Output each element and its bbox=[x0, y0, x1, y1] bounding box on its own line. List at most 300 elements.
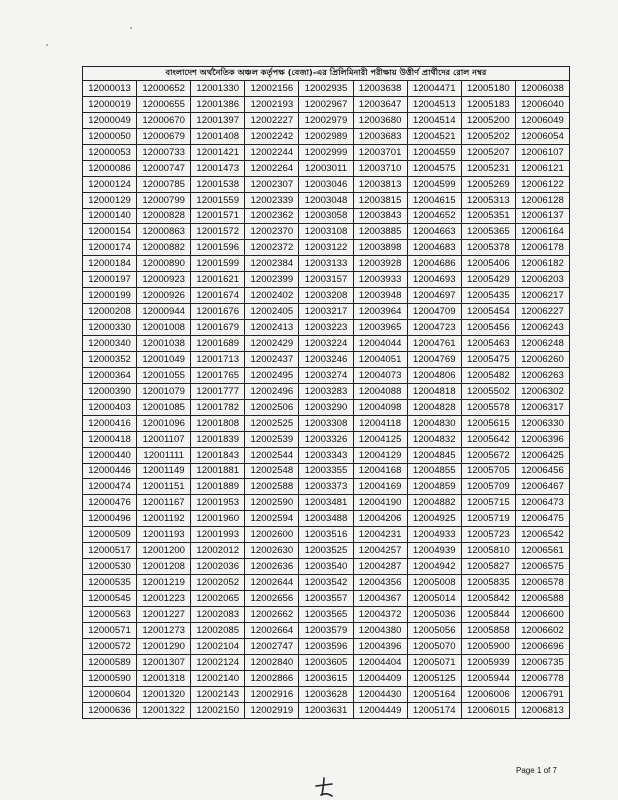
roll-number-cell: 12004828 bbox=[407, 399, 461, 415]
roll-number-cell: 12002548 bbox=[245, 463, 299, 479]
roll-number-cell: 12002429 bbox=[245, 336, 299, 352]
roll-number-cell: 12000174 bbox=[83, 240, 137, 256]
roll-number-cell: 12002967 bbox=[299, 96, 353, 112]
table-row bbox=[83, 256, 570, 272]
roll-number-cell: 12002496 bbox=[245, 383, 299, 399]
roll-number-cell: 12005939 bbox=[461, 654, 515, 670]
roll-number-cell: 12004723 bbox=[407, 320, 461, 336]
document-title: বাংলাদেশ অর্থনৈতিক অঞ্চল কর্তৃপক্ষ (বেজা)-এর প্রিলিমিনারী পরীক্ষায় উত্তীর্ণ প্রার্থীদের রোল নম্বর bbox=[83, 67, 570, 81]
roll-number-cell: 12004521 bbox=[407, 128, 461, 144]
roll-number-cell: 12001397 bbox=[191, 112, 245, 128]
roll-number-cell: 12004683 bbox=[407, 240, 461, 256]
roll-number-cell: 12000129 bbox=[83, 192, 137, 208]
roll-number-cell: 12004168 bbox=[353, 463, 407, 479]
roll-number-cell: 12002539 bbox=[245, 431, 299, 447]
roll-number-cell: 12001599 bbox=[191, 256, 245, 272]
roll-number-cell: 12005858 bbox=[461, 622, 515, 638]
roll-number-cell: 12001290 bbox=[137, 638, 191, 654]
roll-number-cell: 12001843 bbox=[191, 447, 245, 463]
roll-number-cell: 12002916 bbox=[245, 686, 299, 702]
roll-number-cell: 12006542 bbox=[515, 527, 569, 543]
roll-number-cell: 12002506 bbox=[245, 399, 299, 415]
roll-number-cell: 12002664 bbox=[245, 622, 299, 638]
roll-number-table bbox=[82, 66, 570, 719]
roll-number-cell: 12000197 bbox=[83, 272, 137, 288]
roll-number-cell: 12002636 bbox=[245, 559, 299, 575]
roll-number-cell: 12005810 bbox=[461, 543, 515, 559]
roll-number-cell: 12001881 bbox=[191, 463, 245, 479]
roll-number-cell: 12004051 bbox=[353, 351, 407, 367]
roll-number-cell: 12000476 bbox=[83, 495, 137, 511]
roll-number-cell: 12001320 bbox=[137, 686, 191, 702]
roll-number-cell: 12004471 bbox=[407, 81, 461, 97]
table-row bbox=[83, 606, 570, 622]
roll-number-cell: 12000535 bbox=[83, 575, 137, 591]
roll-number-cell: 12001008 bbox=[137, 320, 191, 336]
roll-number-cell: 12005844 bbox=[461, 606, 515, 622]
roll-number-cell: 12002747 bbox=[245, 638, 299, 654]
roll-number-cell: 12000572 bbox=[83, 638, 137, 654]
roll-number-cell: 12005365 bbox=[461, 224, 515, 240]
roll-number-cell: 12001777 bbox=[191, 383, 245, 399]
roll-number-cell: 12005070 bbox=[407, 638, 461, 654]
roll-number-cell: 12001096 bbox=[137, 415, 191, 431]
roll-number-cell: 12000418 bbox=[83, 431, 137, 447]
roll-number-cell: 12000124 bbox=[83, 176, 137, 192]
roll-number-cell: 12005709 bbox=[461, 479, 515, 495]
roll-number-cell: 12005835 bbox=[461, 575, 515, 591]
roll-number-cell: 12006227 bbox=[515, 304, 569, 320]
roll-number-cell: 12003638 bbox=[353, 81, 407, 97]
roll-number-cell: 12001571 bbox=[191, 208, 245, 224]
table-row bbox=[83, 367, 570, 383]
roll-number-cell: 12000184 bbox=[83, 256, 137, 272]
roll-number-cell: 12003283 bbox=[299, 383, 353, 399]
roll-number-cell: 12001307 bbox=[137, 654, 191, 670]
roll-number-cell: 12001149 bbox=[137, 463, 191, 479]
table-row bbox=[83, 575, 570, 591]
roll-number-cell: 12004380 bbox=[353, 622, 407, 638]
roll-number-cell: 12003631 bbox=[299, 702, 353, 718]
roll-number-cell: 12004855 bbox=[407, 463, 461, 479]
roll-number-cell: 12003647 bbox=[353, 96, 407, 112]
table-row bbox=[83, 527, 570, 543]
table-row bbox=[83, 479, 570, 495]
roll-number-cell: 12002935 bbox=[299, 81, 353, 97]
roll-number-cell: 12006467 bbox=[515, 479, 569, 495]
roll-number-cell: 12002083 bbox=[191, 606, 245, 622]
roll-number-cell: 12001679 bbox=[191, 320, 245, 336]
roll-number-cell: 12004118 bbox=[353, 415, 407, 431]
roll-number-cell: 12001621 bbox=[191, 272, 245, 288]
roll-number-cell: 12004231 bbox=[353, 527, 407, 543]
roll-number-cell: 12004409 bbox=[353, 670, 407, 686]
roll-number-cell: 12004372 bbox=[353, 606, 407, 622]
table-row bbox=[83, 702, 570, 718]
roll-number-cell: 12000670 bbox=[137, 112, 191, 128]
roll-number-cell: 12003308 bbox=[299, 415, 353, 431]
roll-table-body bbox=[83, 81, 570, 719]
roll-number-cell: 12000747 bbox=[137, 160, 191, 176]
roll-number-cell: 12005463 bbox=[461, 336, 515, 352]
roll-number-cell: 12005014 bbox=[407, 591, 461, 607]
roll-number-cell: 12004367 bbox=[353, 591, 407, 607]
table-row bbox=[83, 112, 570, 128]
roll-number-cell: 12005944 bbox=[461, 670, 515, 686]
roll-number-cell: 12002307 bbox=[245, 176, 299, 192]
table-row bbox=[83, 192, 570, 208]
roll-number-cell: 12006137 bbox=[515, 208, 569, 224]
roll-number-cell: 12003373 bbox=[299, 479, 353, 495]
roll-number-cell: 12004599 bbox=[407, 176, 461, 192]
roll-number-cell: 12001223 bbox=[137, 591, 191, 607]
roll-number-cell: 12005036 bbox=[407, 606, 461, 622]
roll-number-cell: 12002372 bbox=[245, 240, 299, 256]
roll-number-cell: 12001993 bbox=[191, 527, 245, 543]
roll-number-cell: 12000636 bbox=[83, 702, 137, 718]
roll-number-cell: 12004356 bbox=[353, 575, 407, 591]
roll-number-cell: 12002413 bbox=[245, 320, 299, 336]
roll-number-cell: 12001839 bbox=[191, 431, 245, 447]
roll-number-cell: 12005183 bbox=[461, 96, 515, 112]
roll-number-cell: 12002544 bbox=[245, 447, 299, 463]
roll-number-cell: 12000923 bbox=[137, 272, 191, 288]
roll-number-cell: 12006791 bbox=[515, 686, 569, 702]
table-row bbox=[83, 208, 570, 224]
roll-number-cell: 12004818 bbox=[407, 383, 461, 399]
table-row bbox=[83, 399, 570, 415]
table-row bbox=[83, 511, 570, 527]
roll-number-cell: 12004098 bbox=[353, 399, 407, 415]
roll-number-cell: 12000013 bbox=[83, 81, 137, 97]
roll-number-cell: 12006049 bbox=[515, 112, 569, 128]
roll-number-cell: 12000019 bbox=[83, 96, 137, 112]
roll-number-cell: 12004697 bbox=[407, 288, 461, 304]
roll-number-cell: 12000140 bbox=[83, 208, 137, 224]
roll-number-cell: 12002588 bbox=[245, 479, 299, 495]
scan-speck bbox=[46, 44, 48, 46]
roll-number-cell: 12000882 bbox=[137, 240, 191, 256]
roll-number-cell: 12001330 bbox=[191, 81, 245, 97]
roll-number-cell: 12005071 bbox=[407, 654, 461, 670]
table-row bbox=[83, 128, 570, 144]
roll-number-cell: 12001596 bbox=[191, 240, 245, 256]
roll-number-cell: 12003933 bbox=[353, 272, 407, 288]
roll-number-cell: 12003355 bbox=[299, 463, 353, 479]
page-number: Page 1 of 7 bbox=[516, 766, 557, 775]
roll-number-cell: 12004806 bbox=[407, 367, 461, 383]
roll-number-cell: 12004830 bbox=[407, 415, 461, 431]
roll-number-cell: 12001322 bbox=[137, 702, 191, 718]
roll-number-cell: 12000563 bbox=[83, 606, 137, 622]
roll-number-cell: 12002384 bbox=[245, 256, 299, 272]
roll-number-cell: 12000496 bbox=[83, 511, 137, 527]
roll-number-cell: 12000049 bbox=[83, 112, 137, 128]
roll-number-cell: 12006575 bbox=[515, 559, 569, 575]
roll-number-cell: 12006248 bbox=[515, 336, 569, 352]
table-row bbox=[83, 336, 570, 352]
roll-number-cell: 12005615 bbox=[461, 415, 515, 431]
roll-number-cell: 12003133 bbox=[299, 256, 353, 272]
roll-number-cell: 12005435 bbox=[461, 288, 515, 304]
roll-number-cell: 12004652 bbox=[407, 208, 461, 224]
roll-number-cell: 12005475 bbox=[461, 351, 515, 367]
table-row bbox=[83, 543, 570, 559]
roll-number-cell: 12002399 bbox=[245, 272, 299, 288]
roll-number-cell: 12004942 bbox=[407, 559, 461, 575]
roll-number-cell: 12002594 bbox=[245, 511, 299, 527]
roll-number-cell: 12005269 bbox=[461, 176, 515, 192]
roll-number-cell: 12001953 bbox=[191, 495, 245, 511]
roll-number-cell: 12001765 bbox=[191, 367, 245, 383]
roll-number-cell: 12002052 bbox=[191, 575, 245, 591]
roll-number-cell: 12002662 bbox=[245, 606, 299, 622]
roll-number-cell: 12000199 bbox=[83, 288, 137, 304]
roll-number-cell: 12001960 bbox=[191, 511, 245, 527]
roll-number-cell: 12000340 bbox=[83, 336, 137, 352]
roll-number-cell: 12004514 bbox=[407, 112, 461, 128]
roll-number-cell: 12003948 bbox=[353, 288, 407, 304]
table-row bbox=[83, 686, 570, 702]
table-row bbox=[83, 351, 570, 367]
roll-number-cell: 12004663 bbox=[407, 224, 461, 240]
table-row bbox=[83, 304, 570, 320]
roll-number-cell: 12000416 bbox=[83, 415, 137, 431]
roll-number-cell: 12002656 bbox=[245, 591, 299, 607]
roll-number-cell: 12005313 bbox=[461, 192, 515, 208]
roll-number-cell: 12005482 bbox=[461, 367, 515, 383]
roll-number-cell: 12002437 bbox=[245, 351, 299, 367]
roll-number-cell: 12000403 bbox=[83, 399, 137, 415]
roll-number-cell: 12004206 bbox=[353, 511, 407, 527]
roll-number-cell: 12001193 bbox=[137, 527, 191, 543]
roll-number-cell: 12000863 bbox=[137, 224, 191, 240]
roll-number-cell: 12002919 bbox=[245, 702, 299, 718]
roll-number-cell: 12003710 bbox=[353, 160, 407, 176]
roll-number-cell: 12005378 bbox=[461, 240, 515, 256]
roll-number-cell: 12003326 bbox=[299, 431, 353, 447]
roll-number-cell: 12003048 bbox=[299, 192, 353, 208]
roll-number-cell: 12002242 bbox=[245, 128, 299, 144]
roll-number-cell: 12000390 bbox=[83, 383, 137, 399]
roll-number-cell: 12002979 bbox=[299, 112, 353, 128]
roll-number-cell: 12002104 bbox=[191, 638, 245, 654]
roll-number-cell: 12004575 bbox=[407, 160, 461, 176]
roll-number-cell: 12002590 bbox=[245, 495, 299, 511]
roll-number-cell: 12005715 bbox=[461, 495, 515, 511]
roll-number-cell: 12004559 bbox=[407, 144, 461, 160]
roll-number-cell: 12005429 bbox=[461, 272, 515, 288]
roll-number-cell: 12006260 bbox=[515, 351, 569, 367]
roll-number-cell: 12005207 bbox=[461, 144, 515, 160]
table-title-row bbox=[83, 67, 570, 81]
roll-number-cell: 12001538 bbox=[191, 176, 245, 192]
roll-number-cell: 12003579 bbox=[299, 622, 353, 638]
roll-number-cell: 12004088 bbox=[353, 383, 407, 399]
roll-number-cell: 12004769 bbox=[407, 351, 461, 367]
roll-number-cell: 12003596 bbox=[299, 638, 353, 654]
roll-number-cell: 12000733 bbox=[137, 144, 191, 160]
roll-number-cell: 12004129 bbox=[353, 447, 407, 463]
roll-number-cell: 12006203 bbox=[515, 272, 569, 288]
roll-number-cell: 12001227 bbox=[137, 606, 191, 622]
roll-number-cell: 12001559 bbox=[191, 192, 245, 208]
roll-number-cell: 12006302 bbox=[515, 383, 569, 399]
roll-number-cell: 12003605 bbox=[299, 654, 353, 670]
roll-number-cell: 12002405 bbox=[245, 304, 299, 320]
table-row bbox=[83, 654, 570, 670]
roll-number-cell: 12003898 bbox=[353, 240, 407, 256]
roll-number-cell: 12006040 bbox=[515, 96, 569, 112]
roll-number-cell: 12003813 bbox=[353, 176, 407, 192]
roll-number-cell: 12004882 bbox=[407, 495, 461, 511]
roll-number-cell: 12000474 bbox=[83, 479, 137, 495]
roll-number-cell: 12001200 bbox=[137, 543, 191, 559]
roll-number-cell: 12005200 bbox=[461, 112, 515, 128]
roll-number-cell: 12001208 bbox=[137, 559, 191, 575]
roll-number-cell: 12001782 bbox=[191, 399, 245, 415]
roll-number-cell: 12006217 bbox=[515, 288, 569, 304]
roll-number-cell: 12005719 bbox=[461, 511, 515, 527]
roll-number-cell: 12003557 bbox=[299, 591, 353, 607]
roll-number-cell: 12006178 bbox=[515, 240, 569, 256]
roll-number-cell: 12006778 bbox=[515, 670, 569, 686]
roll-number-cell: 12006054 bbox=[515, 128, 569, 144]
roll-number-cell: 12006602 bbox=[515, 622, 569, 638]
roll-number-cell: 12004709 bbox=[407, 304, 461, 320]
roll-number-cell: 12001808 bbox=[191, 415, 245, 431]
table-row bbox=[83, 383, 570, 399]
roll-number-cell: 12006561 bbox=[515, 543, 569, 559]
table-row bbox=[83, 638, 570, 654]
roll-number-cell: 12004925 bbox=[407, 511, 461, 527]
roll-number-cell: 12005502 bbox=[461, 383, 515, 399]
roll-number-cell: 12002124 bbox=[191, 654, 245, 670]
roll-number-cell: 12005056 bbox=[407, 622, 461, 638]
roll-number-cell: 12003157 bbox=[299, 272, 353, 288]
roll-number-cell: 12005454 bbox=[461, 304, 515, 320]
roll-number-cell: 12005351 bbox=[461, 208, 515, 224]
roll-number-cell: 12005180 bbox=[461, 81, 515, 97]
roll-number-cell: 12003217 bbox=[299, 304, 353, 320]
roll-number-cell: 12004073 bbox=[353, 367, 407, 383]
roll-number-cell: 12001572 bbox=[191, 224, 245, 240]
roll-number-cell: 12002840 bbox=[245, 654, 299, 670]
roll-number-cell: 12003246 bbox=[299, 351, 353, 367]
roll-number-cell: 12003965 bbox=[353, 320, 407, 336]
roll-number-cell: 12005827 bbox=[461, 559, 515, 575]
roll-number-cell: 12000530 bbox=[83, 559, 137, 575]
roll-number-cell: 12001055 bbox=[137, 367, 191, 383]
roll-number-cell: 12003058 bbox=[299, 208, 353, 224]
roll-number-cell: 12003928 bbox=[353, 256, 407, 272]
roll-number-cell: 12006263 bbox=[515, 367, 569, 383]
roll-number-cell: 12006182 bbox=[515, 256, 569, 272]
roll-number-cell: 12004169 bbox=[353, 479, 407, 495]
roll-number-cell: 12000799 bbox=[137, 192, 191, 208]
roll-number-cell: 12003680 bbox=[353, 112, 407, 128]
roll-number-cell: 12005125 bbox=[407, 670, 461, 686]
table-row bbox=[83, 81, 570, 97]
roll-number-cell: 12000785 bbox=[137, 176, 191, 192]
roll-number-cell: 12005723 bbox=[461, 527, 515, 543]
table-row bbox=[83, 670, 570, 686]
roll-number-cell: 12005231 bbox=[461, 160, 515, 176]
table-row bbox=[83, 463, 570, 479]
roll-number-cell: 12001167 bbox=[137, 495, 191, 511]
roll-number-cell: 12004859 bbox=[407, 479, 461, 495]
roll-number-cell: 12006396 bbox=[515, 431, 569, 447]
roll-number-cell: 12004257 bbox=[353, 543, 407, 559]
roll-number-cell: 12003224 bbox=[299, 336, 353, 352]
roll-number-cell: 12000154 bbox=[83, 224, 137, 240]
roll-number-cell: 12003343 bbox=[299, 447, 353, 463]
roll-number-cell: 12005456 bbox=[461, 320, 515, 336]
roll-number-cell: 12003964 bbox=[353, 304, 407, 320]
roll-number-cell: 12004190 bbox=[353, 495, 407, 511]
roll-number-cell: 12006243 bbox=[515, 320, 569, 336]
roll-number-cell: 12002339 bbox=[245, 192, 299, 208]
roll-number-cell: 12000509 bbox=[83, 527, 137, 543]
roll-number-cell: 12001889 bbox=[191, 479, 245, 495]
roll-number-cell: 12005164 bbox=[407, 686, 461, 702]
roll-number-cell: 12001219 bbox=[137, 575, 191, 591]
roll-number-cell: 12000604 bbox=[83, 686, 137, 702]
roll-number-cell: 12001713 bbox=[191, 351, 245, 367]
roll-number-cell: 12000590 bbox=[83, 670, 137, 686]
table-row bbox=[83, 447, 570, 463]
roll-number-cell: 12000926 bbox=[137, 288, 191, 304]
roll-number-cell: 12001473 bbox=[191, 160, 245, 176]
roll-number-cell: 12006600 bbox=[515, 606, 569, 622]
roll-number-cell: 12001386 bbox=[191, 96, 245, 112]
table-row bbox=[83, 272, 570, 288]
roll-number-cell: 12006425 bbox=[515, 447, 569, 463]
roll-number-cell: 12004513 bbox=[407, 96, 461, 112]
roll-number-cell: 12005578 bbox=[461, 399, 515, 415]
roll-number-cell: 12000545 bbox=[83, 591, 137, 607]
roll-number-cell: 12002644 bbox=[245, 575, 299, 591]
roll-number-cell: 12006578 bbox=[515, 575, 569, 591]
roll-number-cell: 12003108 bbox=[299, 224, 353, 240]
roll-number-cell: 12001192 bbox=[137, 511, 191, 527]
roll-number-cell: 12003011 bbox=[299, 160, 353, 176]
roll-number-cell: 12002866 bbox=[245, 670, 299, 686]
roll-number-cell: 12006473 bbox=[515, 495, 569, 511]
roll-number-cell: 12005406 bbox=[461, 256, 515, 272]
roll-number-cell: 12004686 bbox=[407, 256, 461, 272]
roll-number-cell: 12002989 bbox=[299, 128, 353, 144]
table-row bbox=[83, 431, 570, 447]
roll-number-cell: 12004832 bbox=[407, 431, 461, 447]
roll-number-cell: 12000446 bbox=[83, 463, 137, 479]
roll-number-cell: 12002193 bbox=[245, 96, 299, 112]
roll-number-cell: 12005705 bbox=[461, 463, 515, 479]
roll-number-cell: 12001085 bbox=[137, 399, 191, 415]
roll-number-cell: 12000330 bbox=[83, 320, 137, 336]
roll-number-cell: 12006330 bbox=[515, 415, 569, 431]
roll-number-cell: 12003815 bbox=[353, 192, 407, 208]
roll-number-cell: 12005202 bbox=[461, 128, 515, 144]
roll-number-cell: 12002140 bbox=[191, 670, 245, 686]
roll-number-cell: 12003843 bbox=[353, 208, 407, 224]
roll-number-cell: 12004939 bbox=[407, 543, 461, 559]
roll-number-cell: 12002362 bbox=[245, 208, 299, 224]
roll-number-cell: 12004845 bbox=[407, 447, 461, 463]
roll-number-cell: 12006038 bbox=[515, 81, 569, 97]
roll-number-cell: 12000364 bbox=[83, 367, 137, 383]
table-row bbox=[83, 96, 570, 112]
